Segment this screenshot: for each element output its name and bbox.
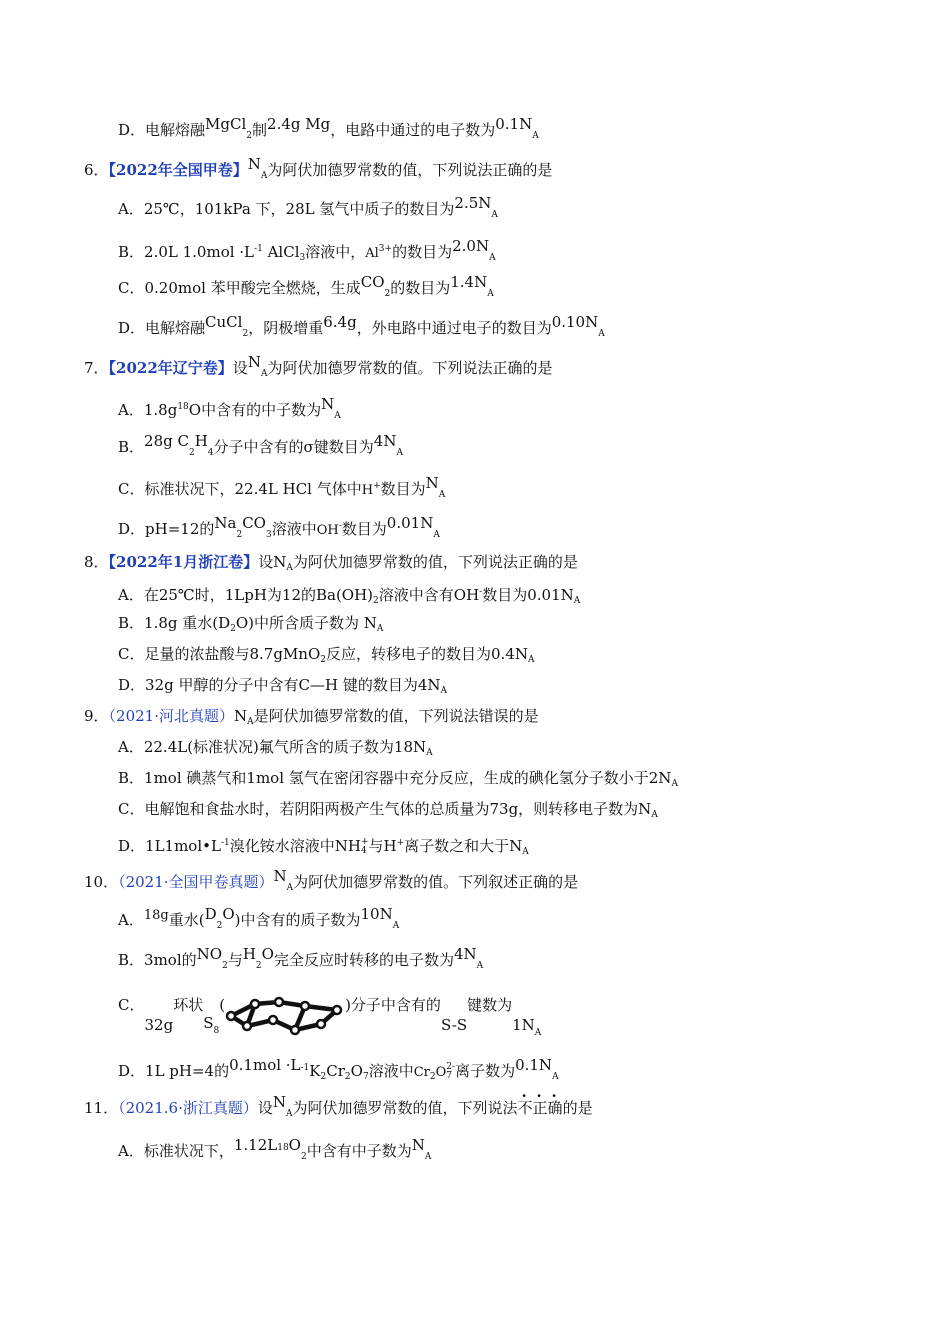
q9-stem: 9．（2021·河北真题）$N_A$是阿伏加德罗常数的值，下列说法错误的是: [84, 707, 539, 727]
q9-option-d: D．$1L1mol•L^{-1}$溴化铵水溶液中NH + 4 与H+离子数之和大于$N_A$: [118, 837, 529, 857]
q10-option-d: D．1L pH=4的$0.1mol \cdot L^{-1}K_2Cr_2O_7$溶液中$Cr_2O$ 2- 7 离子数为$0.1N_A$: [118, 1056, 559, 1082]
q7-option-c: C．标准状况下，22.4L HCl 气体中H+数目为$N_A$: [118, 474, 446, 500]
source-tag: 【2022年1月浙江卷】: [108, 553, 259, 571]
q8-stem: 8．【2022年1月浙江卷】设$N_A$为阿伏加德罗常数的值，下列说法正确的是: [84, 553, 578, 573]
q9-option-c: C．电解饱和食盐水时，若阴阳两极产生气体的总质量为73g，则转移电子数为$N_A$: [118, 800, 658, 820]
q7-option-b: B．28g $C_2H_4$分子中含有的σ键数目为$4N_A$: [118, 432, 403, 458]
q9-option-b: B．1mol 碘蒸气和1mol 氢气在密闭容器中充分反应，生成的碘化氢分子数小于$2N_A$: [118, 769, 678, 789]
q9-option-a: A．22.4L(标准状况)氟气所含的质子数为$18N_A$: [118, 738, 433, 758]
q7-option-a: A．$1.8g^{18}O$中含有的中子数为$N_A$: [118, 395, 341, 421]
source-tag: 【2022年全国甲卷】: [108, 161, 248, 179]
q5-option-d: D．电解熔融MgCl$_2$制2.4g Mg，电路中通过的电子数为$0.1N_A$: [118, 115, 539, 141]
q7-option-d: D．pH=12的$Na_2CO_3$溶液中OH-数目为$0.01N_A$: [118, 514, 440, 540]
s8-ring-structure-icon: [225, 994, 345, 1038]
q10-option-a: A．18g重水$(D_2O)$中含有的质子数为$10N_A$: [118, 905, 400, 931]
q11-option-a: A．标准状况下，$1.12L^{18}O_2$中含有中子数为$N_A$: [118, 1136, 432, 1162]
q6-stem: 6．【2022年全国甲卷】$N_A$为阿伏加德罗常数的值，下列说法正确的是: [84, 155, 553, 181]
emphasis-dot: 正: [532, 1099, 548, 1117]
q10-option-c: C．32g环状$S_8$( )分子中含有的S-S键数为$1N_A$: [118, 996, 542, 1038]
q6-option-c: C．0.20mol 苯甲酸完全燃烧，生成$CO_2$的数目为$1.4N_A$: [118, 273, 494, 299]
q10-stem: 10．（2021·全国甲卷真题）$N_A$为阿伏加德罗常数的值。下列叙述正确的是: [84, 867, 579, 893]
q8-option-a: A．在25℃时，1LpH为12的$Ba(OH)_2$溶液中含有OH-数目为$0.01N_A$: [118, 586, 581, 606]
emphasis-dot: 确: [547, 1099, 563, 1117]
q6-option-a: A．25℃，101kPa 下，28L 氢气中质子的数目为$2.5N_A$: [118, 194, 498, 220]
q6-option-b: B．2.0L $1.0mol \cdot L^{-1}$ AlCl$_3$溶液中，$Al^{3+}$的数目为$2.0N_A$: [118, 237, 496, 263]
source-tag: （2021·全国甲卷真题）: [118, 873, 274, 891]
emphasis-dot: 不: [517, 1099, 533, 1117]
q8-option-d: D．32g 甲醇的分子中含有C—H 键的数目为$4N_A$: [118, 676, 447, 696]
source-tag: （2021·河北真题）: [108, 707, 234, 725]
q10-option-b: B．3mol的$NO_2$与$H_2O$完全反应时转移的电子数为$4N_A$: [118, 945, 484, 971]
q8-option-c: C．足量的浓盐酸与8.7gMnO$_2$反应，转移电子的数目为$0.4N_A$: [118, 645, 535, 665]
q7-stem: 7．【2022年辽宁卷】设$N_A$为阿伏加德罗常数的值。下列说法正确的是: [84, 353, 553, 379]
q8-option-b: B．1.8g 重水$(D_2O)$中所含质子数为 $N_A$: [118, 614, 384, 634]
source-tag: 【2022年辽宁卷】: [108, 359, 233, 377]
q11-stem: 11．（2021.6·浙江真题）设$N_A$为阿伏加德罗常数的值，下列说法不正确的是: [84, 1093, 593, 1119]
source-tag: （2021.6·浙江真题）: [118, 1099, 258, 1117]
q6-option-d: D．电解熔融CuCl$_2$，阴极增重6.4g，外电路中通过电子的数目为$0.10N_A$: [118, 313, 605, 339]
